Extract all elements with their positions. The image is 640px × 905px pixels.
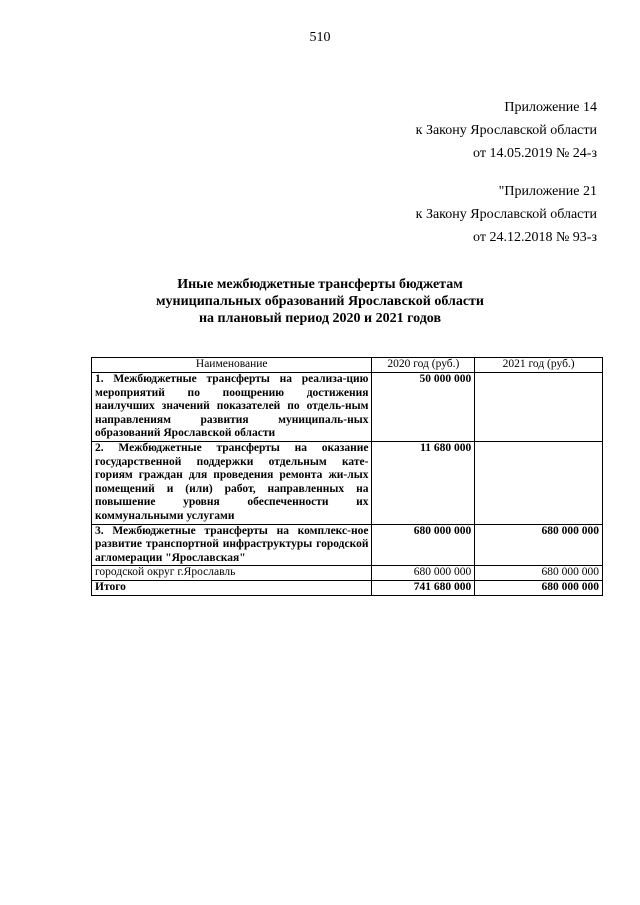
row-3-name: 3. Межбюджетные трансферты на комплекс-ное развитие транспортной инфраструктуры городской агломерации "Ярославская"	[92, 524, 372, 566]
appendix-amended-date: от 24.12.2018 № 93-з	[473, 230, 597, 245]
total-2021: 680 000 000	[475, 580, 603, 595]
header-name: Наименование	[92, 358, 372, 373]
title-line-3: на плановый период 2020 и 2021 годов	[198, 311, 442, 326]
appendix-amended-law: к Закону Ярославской области	[415, 207, 597, 222]
page-number: 510	[309, 30, 331, 45]
row-2-2020: 11 680 000	[372, 441, 475, 524]
row-4-name: городской округ г.Ярославль	[92, 566, 372, 581]
total-name: Итого	[92, 580, 372, 595]
row-4-2020: 680 000 000	[372, 566, 475, 581]
row-2-2021	[475, 441, 603, 524]
row-1-2020: 50 000 000	[372, 373, 475, 442]
table-row	[92, 524, 603, 566]
table-total-row	[92, 580, 603, 595]
row-4-2021: 680 000 000	[475, 566, 603, 581]
appendix-current-number: Приложение 14	[504, 100, 597, 115]
total-2020: 741 680 000	[372, 580, 475, 595]
table-row	[92, 566, 603, 581]
table-header-row	[92, 358, 603, 373]
row-3-2020: 680 000 000	[372, 524, 475, 566]
title-line-2: муниципальных образований Ярославской области	[155, 294, 484, 309]
row-1-2021	[475, 373, 603, 442]
appendix-current-reference	[416, 96, 597, 165]
header-2020: 2020 год (руб.)	[372, 358, 475, 373]
document-title	[0, 276, 640, 327]
appendix-amended-number: "Приложение 21	[498, 184, 597, 199]
table-row	[92, 373, 603, 442]
row-3-2021: 680 000 000	[475, 524, 603, 566]
title-line-1: Иные межбюджетные трансферты бюджетам	[177, 277, 463, 292]
appendix-amended-reference	[416, 180, 597, 249]
appendix-current-law: к Закону Ярославской области	[415, 123, 597, 138]
appendix-current-date: от 14.05.2019 № 24-з	[473, 146, 597, 161]
table-row	[92, 441, 603, 524]
header-2021: 2021 год (руб.)	[475, 358, 603, 373]
transfers-table	[91, 357, 603, 596]
row-1-name: 1. Межбюджетные трансферты на реализа-цию мероприятий по поощрению достижения наилучших значений показателей по отдель-ным направлениям развития муниципаль-ных образований Ярославской области	[92, 373, 372, 442]
row-2-name: 2. Межбюджетные трансферты на оказание государственной поддержки отдельным кате-гориям граждан для проведения ремонта жи-лых помещений и (или) работ, направленных на повышение уровня обеспеченности их коммунальными услугами	[92, 441, 372, 524]
